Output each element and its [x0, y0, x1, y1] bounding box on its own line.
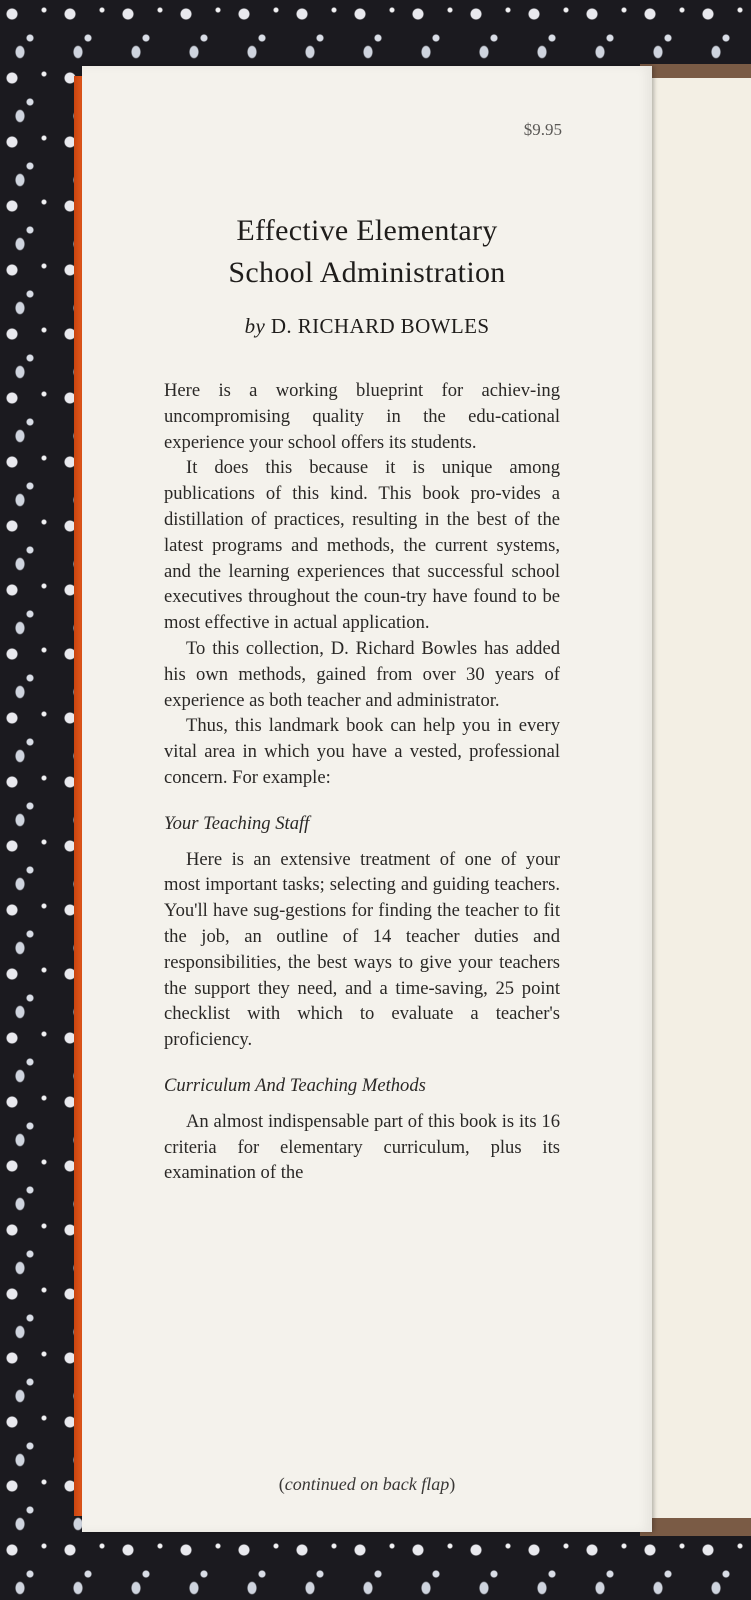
title-line-2: School Administration [228, 256, 506, 289]
section-heading-teaching-staff: Your Teaching Staff [164, 812, 310, 834]
paragraph-3: To this collection, D. Richard Bowles has added his own methods, gained from over 30 years of experience as both teacher and administrator. [164, 637, 560, 711]
byline-prefix: by [244, 314, 266, 338]
dust-jacket-flap [82, 66, 652, 1532]
author-byline [82, 314, 652, 339]
book-title [82, 210, 652, 294]
section-curriculum-text: An almost indispensable part of this book is its 16 criteria for elementary curriculum, plus its examination of the [164, 1110, 560, 1184]
continued-text: continued on back flap [284, 1474, 450, 1494]
title-line-1: Effective Elementary [236, 214, 498, 247]
price-label: $9.95 [523, 120, 562, 139]
paragraph-4: Thus, this landmark book can help you in every vital area in which you have a vested, professional concern. For example: [164, 715, 560, 788]
flap-body-text [164, 378, 560, 1186]
paragraph-2: It does this because it is unique among publications of this kind. This book pro-vides a distillation of practices, resulting in the best of the latest programs and methods, the current systems, and the learning experiences that successful school executives throughout the coun-try have found to be most effective in actual application. [164, 457, 560, 634]
continued-note: (continued on back flap) [278, 1474, 456, 1494]
section-teaching-staff-text: Here is an extensive treatment of one of your most important tasks; selecting and guiding teachers. You'll have sug-gestions for finding the teacher to fit the job, an outline of 14 teacher duties and responsibilities, the best ways to give your teachers the support they need, and a time-saving, 25 point checklist with which to evaluate a teacher's proficiency. [164, 848, 560, 1051]
author-name: D. RICHARD BOWLES [270, 314, 490, 338]
section-heading-curriculum: Curriculum And Teaching Methods [164, 1074, 426, 1096]
paragraph-1: Here is a working blueprint for achiev-ing uncompromising quality in the edu-cational experience your school offers its students. [164, 380, 560, 453]
book-endpaper [650, 78, 751, 1518]
